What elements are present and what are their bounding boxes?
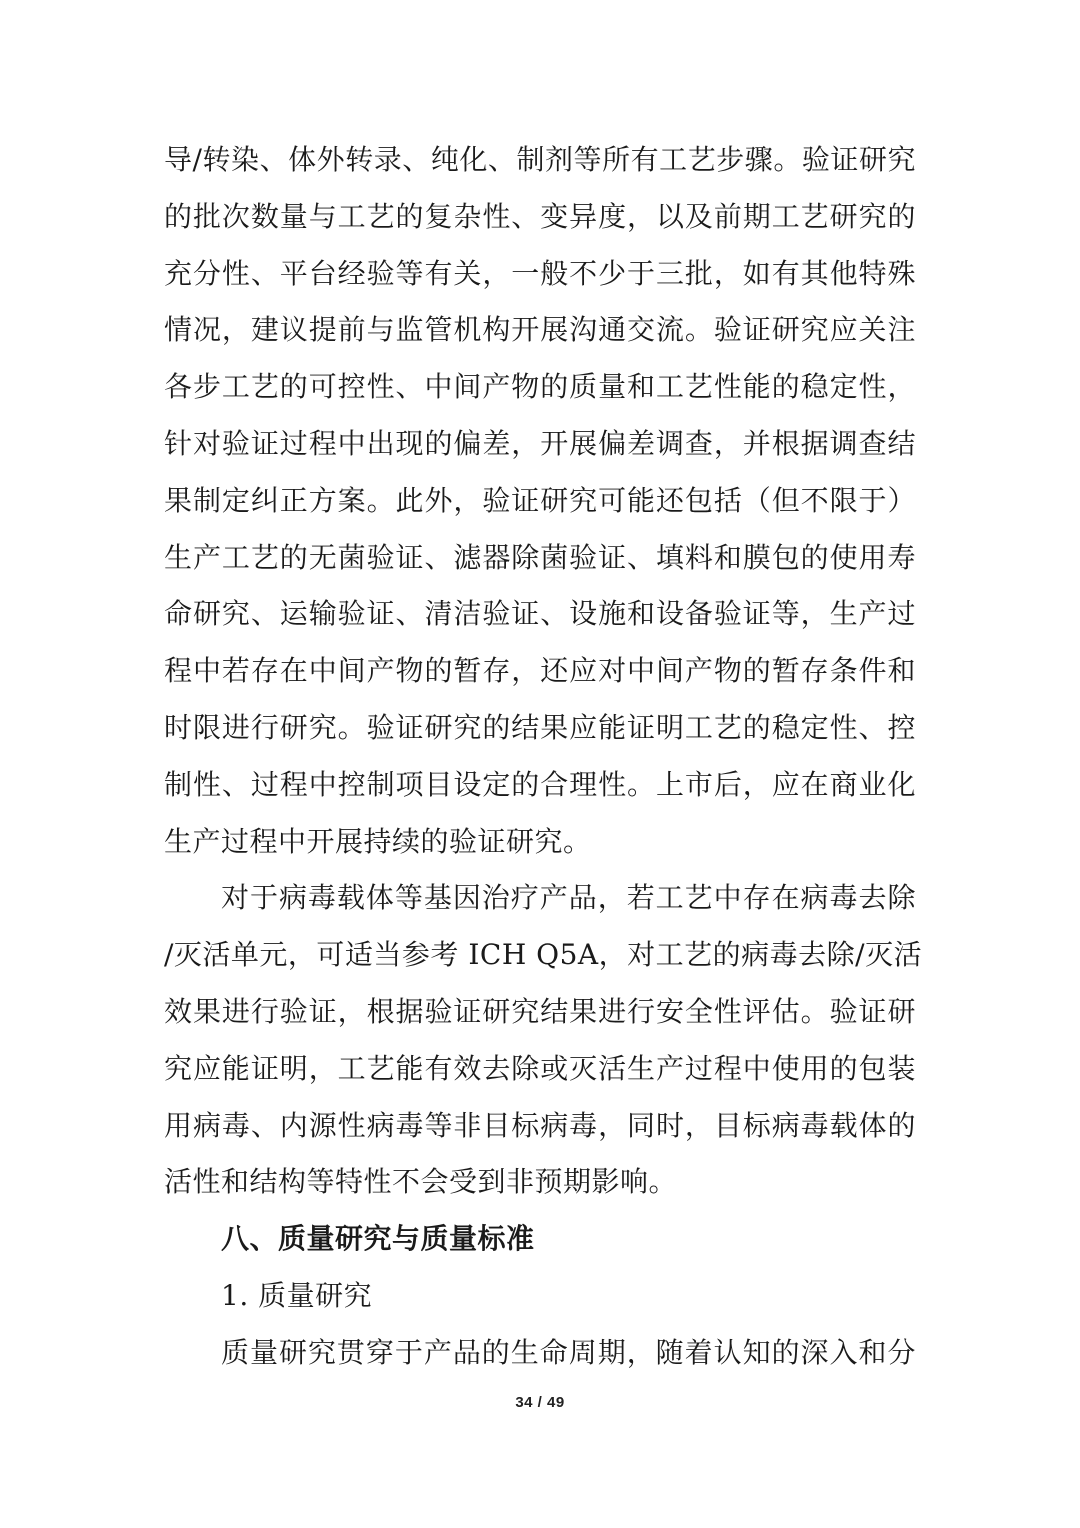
text-line: 究应能证明，工艺能有效去除或灭活生产过程中使用的包装 — [164, 1051, 916, 1085]
page-number: 34 / 49 — [515, 1394, 565, 1411]
text-line: 制性、过程中控制项目设定的合理性。上市后，应在商业化 — [164, 767, 916, 801]
text-line: 各步工艺的可控性、中间产物的质量和工艺性能的稳定性， — [164, 370, 916, 404]
text-line: 对于病毒载体等基因治疗产品，若工艺中存在病毒去除 — [221, 881, 916, 915]
paragraph-quality-study — [164, 1325, 916, 1382]
text-line: 的批次数量与工艺的复杂性、变异度，以及前期工艺研究的 — [164, 199, 916, 233]
text-line: 生产工艺的无菌验证、滤器除菌验证、填料和膜包的使用寿 — [164, 540, 916, 574]
text-line: 时限进行研究。验证研究的结果应能证明工艺的稳定性、控 — [164, 710, 916, 744]
text-line: 用病毒、内源性病毒等非目标病毒，同时，目标病毒载体的 — [164, 1108, 916, 1142]
text-line: 活性和结构等特性不会受到非预期影响。 — [164, 1165, 678, 1199]
text-line: 情况，建议提前与监管机构开展沟通交流。验证研究应关注 — [164, 313, 916, 347]
document-body — [164, 132, 923, 1382]
text-line: 质量研究贯穿于产品的生命周期，随着认知的深入和分 — [221, 1335, 916, 1369]
subsection-heading: 1. 质量研究 — [221, 1278, 373, 1312]
text-line: 果制定纠正方案。此外，验证研究可能还包括（但不限于） — [164, 483, 916, 517]
section-heading: 八、质量研究与质量标准 — [221, 1222, 535, 1256]
text-line: 生产过程中开展持续的验证研究。 — [164, 824, 592, 858]
text-line: 充分性、平台经验等有关，一般不少于三批，如有其他特殊 — [164, 256, 916, 290]
text-line: 针对验证过程中出现的偏差，开展偏差调查，并根据调查结 — [164, 426, 916, 460]
paragraph-virus-removal — [164, 870, 923, 1211]
text-line: 程中若存在中间产物的暂存，还应对中间产物的暂存条件和 — [164, 654, 916, 688]
text-line: 导/转染、体外转录、纯化、制剂等所有工艺步骤。验证研究 — [164, 143, 916, 176]
text-line: /灭活单元，可适当参考 ICH Q5A，对工艺的病毒去除/灭活 — [164, 938, 923, 972]
paragraph-validation-study — [164, 132, 916, 870]
text-line: 命研究、运输验证、清洁验证、设施和设备验证等，生产过 — [164, 597, 916, 631]
text-line: 效果进行验证，根据验证研究结果进行安全性评估。验证研 — [164, 994, 916, 1028]
